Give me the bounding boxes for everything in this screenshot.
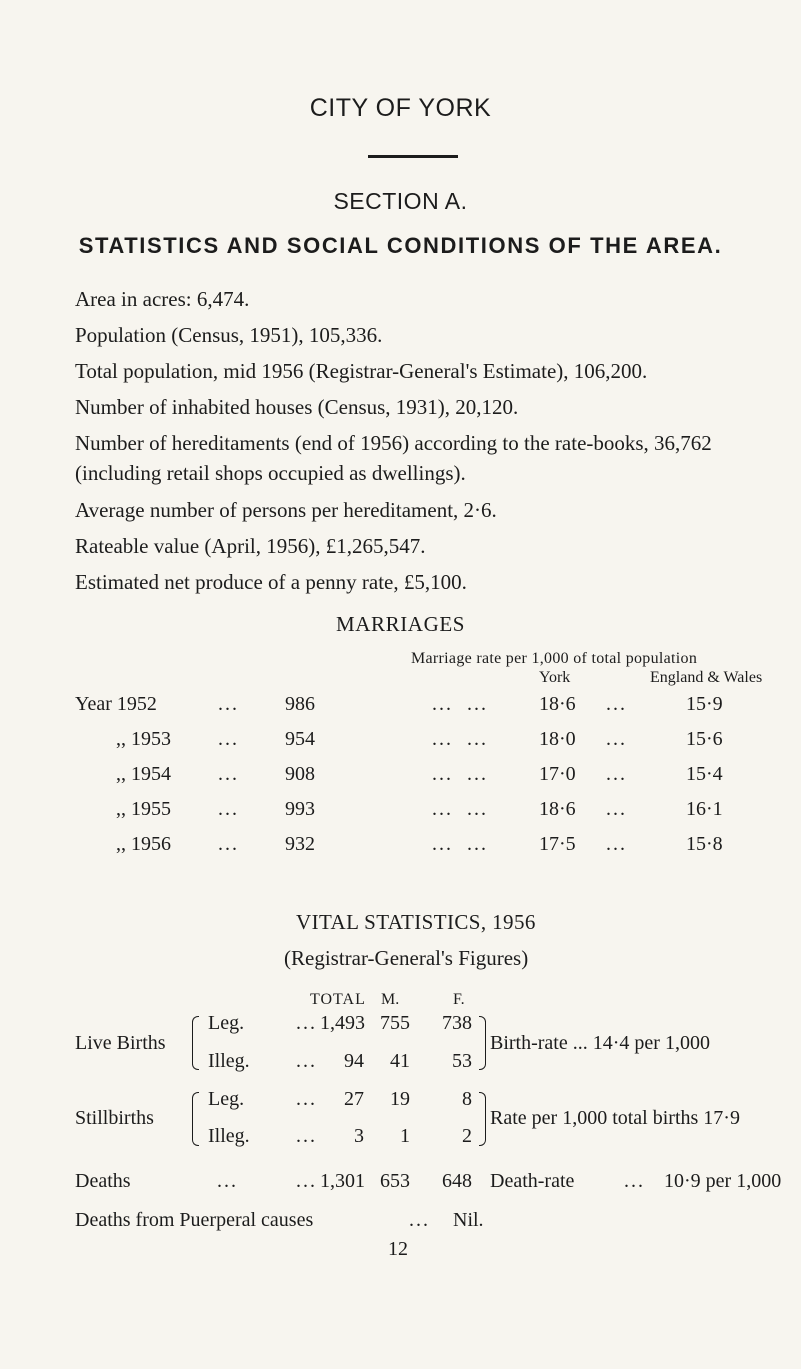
- leader-dots: ...: [296, 1170, 317, 1192]
- fact-population-census: Population (Census, 1951), 105,336.: [75, 323, 383, 347]
- leader-dots: ... ...: [432, 693, 488, 715]
- fact-hereditaments: Number of hereditaments (end of 1956) according to the rate-books, 36,762: [75, 431, 712, 455]
- illeg-label: Illeg.: [208, 1050, 250, 1072]
- section-heading: STATISTICS AND SOCIAL CONDITIONS OF THE AREA.: [78, 233, 723, 258]
- leader-dots: ...: [624, 1170, 645, 1192]
- marriage-rate-england: 15·9: [686, 693, 723, 715]
- right-brace: [479, 1092, 486, 1146]
- deaths-label: Deaths: [75, 1170, 131, 1192]
- marriage-rate-england: 15·4: [686, 763, 723, 785]
- marriage-rate-york: 18·0: [539, 728, 576, 750]
- stillbirths-illeg-female: 2: [462, 1125, 472, 1147]
- section-label: SECTION A.: [333, 188, 468, 214]
- marriage-rate-england: 16·1: [686, 798, 723, 820]
- live-births-illeg-total: 94: [344, 1050, 364, 1072]
- left-brace: [192, 1092, 199, 1146]
- marriage-year: ,, 1955: [116, 798, 171, 820]
- page-title: CITY OF YORK: [309, 94, 492, 122]
- stillbirths-leg-total: 27: [344, 1088, 364, 1110]
- leader-dots: ...: [606, 763, 627, 785]
- marriage-year: Year 1952: [75, 693, 157, 715]
- left-brace: [192, 1016, 199, 1070]
- leader-dots: ...: [606, 728, 627, 750]
- leg-label: Leg.: [208, 1012, 245, 1034]
- puerperal-value: Nil.: [453, 1209, 484, 1231]
- marriage-rate-header: Marriage rate per 1,000 of total population: [411, 650, 698, 667]
- marriage-rate-york: 17·5: [539, 833, 576, 855]
- leader-dots: ...: [409, 1209, 430, 1231]
- marriage-count: 932: [285, 833, 315, 855]
- stillbirths-illeg-total: 3: [354, 1125, 364, 1147]
- leader-dots: ... ...: [432, 728, 488, 750]
- fact-hereditaments-note: (including retail shops occupied as dwellings).: [75, 461, 466, 485]
- marriage-rate-england: 15·8: [686, 833, 723, 855]
- deaths-female: 648: [442, 1170, 472, 1192]
- death-rate-label: Death-rate: [490, 1170, 575, 1192]
- leader-dots: ...: [606, 833, 627, 855]
- marriage-rate-york: 18·6: [539, 693, 576, 715]
- leg-label: Leg.: [208, 1088, 245, 1110]
- live-births-label: Live Births: [75, 1032, 166, 1054]
- col-total: TOTAL: [310, 991, 366, 1008]
- leader-dots: ... ...: [432, 798, 488, 820]
- marriage-rate-england: 15·6: [686, 728, 723, 750]
- leader-dots: ...: [218, 798, 239, 820]
- live-births-leg-female: 738: [442, 1012, 472, 1034]
- fact-population-estimate: Total population, mid 1956 (Registrar-General's Estimate), 106,200.: [75, 359, 648, 383]
- live-births-leg-male: 755: [380, 1012, 410, 1034]
- leader-dots: ...: [296, 1125, 317, 1147]
- live-births-illeg-female: 53: [452, 1050, 472, 1072]
- fact-area: Area in acres: 6,474.: [75, 287, 250, 311]
- marriage-year: ,, 1956: [116, 833, 171, 855]
- right-brace: [479, 1016, 486, 1070]
- col-england-wales: England & Wales: [650, 669, 763, 686]
- marriage-rate-york: 18·6: [539, 798, 576, 820]
- deaths-total: 1,301: [320, 1170, 365, 1192]
- leader-dots: ...: [606, 693, 627, 715]
- leader-dots: ...: [217, 1170, 238, 1192]
- leader-dots: ...: [296, 1012, 317, 1034]
- vital-subtitle: (Registrar-General's Figures): [284, 946, 529, 970]
- title-divider: [368, 155, 458, 158]
- fact-penny-rate: Estimated net produce of a penny rate, £5,100.: [75, 570, 467, 594]
- marriage-rate-york: 17·0: [539, 763, 576, 785]
- deaths-male: 653: [380, 1170, 410, 1192]
- leader-dots: ...: [218, 833, 239, 855]
- illeg-label: Illeg.: [208, 1125, 250, 1147]
- marriages-title: MARRIAGES: [335, 612, 466, 636]
- marriage-count: 986: [285, 693, 315, 715]
- fact-rateable-value: Rateable value (April, 1956), £1,265,547.: [75, 534, 426, 558]
- leader-dots: ...: [606, 798, 627, 820]
- puerperal-label: Deaths from Puerperal causes: [75, 1209, 314, 1231]
- page-number: 12: [388, 1238, 408, 1260]
- leader-dots: ...: [296, 1088, 317, 1110]
- leader-dots: ...: [218, 728, 239, 750]
- marriage-count: 993: [285, 798, 315, 820]
- fact-inhabited-houses: Number of inhabited houses (Census, 1931), 20,120.: [75, 395, 519, 419]
- col-male: M.: [381, 991, 400, 1008]
- leader-dots: ...: [218, 763, 239, 785]
- marriage-year: ,, 1953: [116, 728, 171, 750]
- col-female: F.: [453, 991, 465, 1008]
- col-york: York: [539, 669, 571, 686]
- leader-dots: ...: [218, 693, 239, 715]
- marriage-count: 908: [285, 763, 315, 785]
- stillbirths-leg-male: 19: [390, 1088, 410, 1110]
- stillbirth-rate: Rate per 1,000 total births 17·9: [490, 1107, 740, 1129]
- birth-rate: Birth-rate ... 14·4 per 1,000: [490, 1032, 710, 1054]
- stillbirths-label: Stillbirths: [75, 1107, 154, 1129]
- leader-dots: ... ...: [432, 763, 488, 785]
- fact-persons-per-hereditament: Average number of persons per hereditament, 2·6.: [75, 498, 497, 522]
- live-births-leg-total: 1,493: [320, 1012, 365, 1034]
- leader-dots: ... ...: [432, 833, 488, 855]
- marriage-count: 954: [285, 728, 315, 750]
- leader-dots: ...: [296, 1050, 317, 1072]
- live-births-illeg-male: 41: [390, 1050, 410, 1072]
- stillbirths-leg-female: 8: [462, 1088, 472, 1110]
- marriage-year: ,, 1954: [116, 763, 171, 785]
- vital-title: VITAL STATISTICS, 1956: [296, 910, 536, 934]
- stillbirths-illeg-male: 1: [400, 1125, 410, 1147]
- death-rate-value: 10·9 per 1,000: [664, 1170, 782, 1192]
